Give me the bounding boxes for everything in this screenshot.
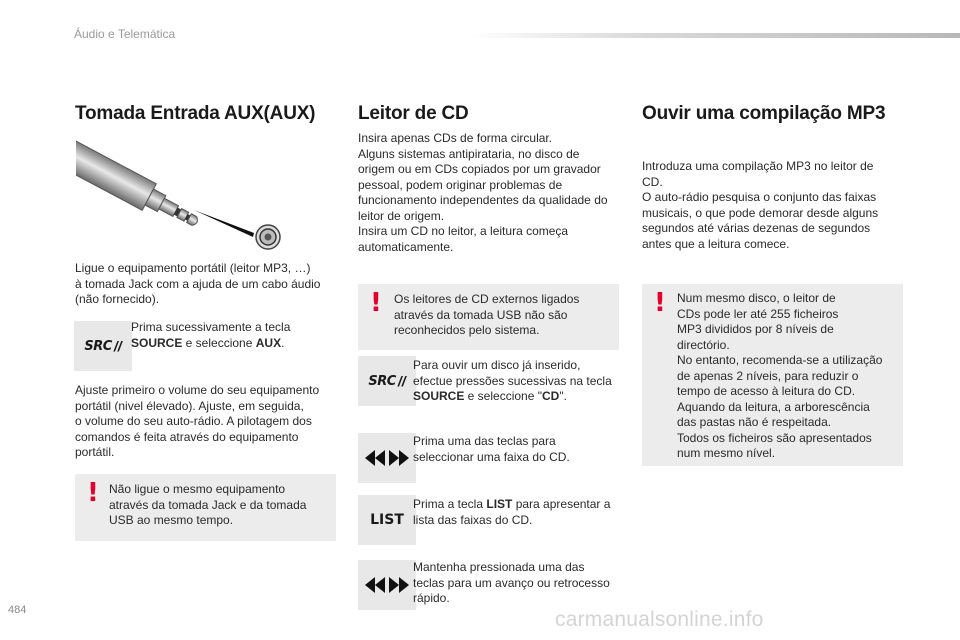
skip-track-icon bbox=[358, 560, 416, 610]
section-title: Áudio e Telemática bbox=[74, 27, 176, 41]
mp3-warning-box: ! Num mesmo disco, o leitor de CDs pode ler até 255 ficheiros MP3 divididos por 8 níveis de directório. No entanto, recomenda-se a utilização de apenas 2 níveis, para reduzir o tempo de acesso à leitura do CD. Aquando da leitura, a arborescência das pastas não é respeitada. Todos os ficheiros são apresentados num mesmo nível. bbox=[642, 284, 903, 466]
source-key-icon: SRC // bbox=[74, 321, 132, 371]
warning-exclamation-icon: ! bbox=[654, 288, 666, 318]
aux-step-source: Prima sucessivamente a tecla SOURCE e seleccione AUX. bbox=[131, 320, 291, 350]
warning-exclamation-icon: ! bbox=[370, 288, 382, 318]
cd-intro: Insira apenas CDs de forma circular. Alguns sistemas antipirataria, no disco de origem ou em CDs copiados por um gravador pessoal, podem originar problemas de funcionamento independentes da qualidade do leitor de origem. Insira um CD no leitor, a leitura começa automaticamente. bbox=[358, 131, 608, 254]
cd-heading: Leitor de CD bbox=[358, 103, 469, 124]
mp3-intro: Introduza uma compilação MP3 no leitor de CD. O auto-rádio pesquisa o conjunto das faixas musicais, o que pode demorar desde alguns segundos até várias dezenas de segundos antes que a leitura comece. bbox=[642, 159, 879, 251]
page-number: 484 bbox=[8, 604, 27, 616]
aux-warning-box: ! Não ligue o mesmo equipamento através da tomada Jack e da tomada USB ao mesmo tempo. bbox=[75, 474, 336, 541]
aux-heading: Tomada Entrada AUX(AUX) bbox=[75, 103, 316, 124]
cd-step-source: Para ouvir um disco já inserido, efectue pressões sucessivas na tecla SOURCE e seleccione "CD". bbox=[413, 358, 612, 403]
jack-plug-icon bbox=[76, 130, 291, 255]
list-key-icon: LIST bbox=[358, 495, 416, 545]
cd-step-hold: Mantenha pressionada uma das teclas para um avanço ou retrocesso rápido. bbox=[413, 560, 610, 605]
mp3-heading: Ouvir uma compilação MP3 bbox=[642, 103, 886, 124]
cd-step-skip: Prima uma das teclas para seleccionar uma faixa do CD. bbox=[413, 434, 570, 464]
warning-exclamation-icon: ! bbox=[87, 478, 99, 508]
aux-intro: Ligue o equipamento portátil (leitor MP3, …) à tomada Jack com a ajuda de um cabo áudio (não fornecido). bbox=[75, 261, 321, 306]
header-divider bbox=[470, 33, 960, 38]
watermark: carmanualsonline.info bbox=[555, 608, 764, 631]
skip-track-icon bbox=[358, 433, 416, 483]
cd-step-list: Prima a tecla LIST para apresentar a lista das faixas do CD. bbox=[413, 497, 611, 527]
cd-warning-box: ! Os leitores de CD externos ligados através da tomada USB não são reconhecidos pelo sistema. bbox=[358, 284, 619, 350]
source-key-icon: SRC // bbox=[358, 356, 416, 406]
aux-adjust-text: Ajuste primeiro o volume do seu equipamento portátil (nivel élevado). Ajuste, em seguida, o volume do seu auto-rádio. A pilotagem dos comandos é feita através do equipamento portátil. bbox=[75, 383, 320, 459]
